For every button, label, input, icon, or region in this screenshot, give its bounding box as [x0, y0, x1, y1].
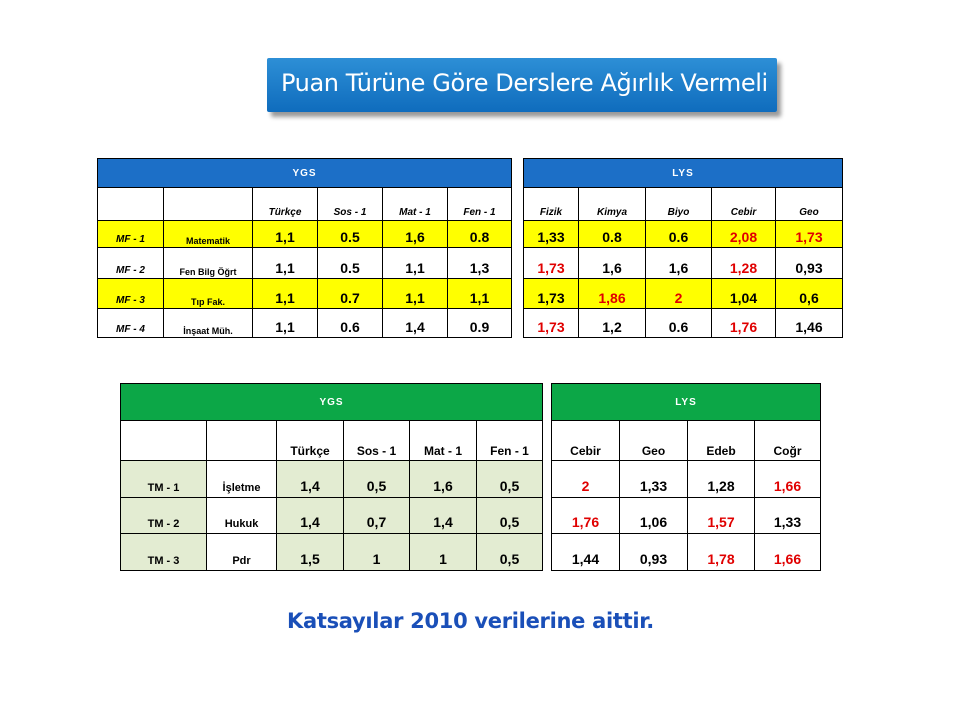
- row-code: MF - 3: [98, 279, 164, 309]
- ygs-value: 0.5: [318, 221, 383, 248]
- title-banner: [267, 58, 777, 112]
- mf-lys-header: LYS: [524, 159, 843, 188]
- lys-value: 1,33: [524, 221, 579, 248]
- column-header: Sos - 1: [344, 421, 410, 461]
- lys-value: 1,76: [712, 309, 776, 338]
- lys-value: 2,08: [712, 221, 776, 248]
- row-code: TM - 3: [121, 534, 207, 571]
- table-gap: [543, 384, 552, 421]
- row-program: Tıp Fak.: [164, 279, 253, 309]
- table-gap: [543, 461, 552, 498]
- ygs-value: 0.7: [318, 279, 383, 309]
- ygs-value: 1,1: [253, 279, 318, 309]
- table-gap: [543, 421, 552, 461]
- table-gap: [512, 309, 524, 338]
- ygs-value: 0.6: [318, 309, 383, 338]
- lys-value: 0,93: [776, 248, 843, 279]
- table-gap: [512, 159, 524, 188]
- ygs-value: 0.8: [448, 221, 512, 248]
- column-header: Biyo: [646, 188, 712, 221]
- ygs-value: 1,1: [448, 279, 512, 309]
- mf-coefficient-table: [97, 158, 843, 338]
- lys-value: 1,57: [688, 498, 755, 534]
- ygs-value: 1,1: [253, 221, 318, 248]
- row-code: MF - 1: [98, 221, 164, 248]
- table-row: [121, 498, 821, 534]
- ygs-value: 1,1: [383, 279, 448, 309]
- ygs-value: 0,7: [344, 498, 410, 534]
- ygs-value: 1,6: [410, 461, 477, 498]
- column-header: Türkçe: [253, 188, 318, 221]
- table-gap: [543, 534, 552, 571]
- lys-value: 1,2: [579, 309, 646, 338]
- ygs-value: 1,1: [253, 309, 318, 338]
- empty-cell: [121, 421, 207, 461]
- ygs-value: 0,5: [477, 461, 543, 498]
- column-header: Geo: [620, 421, 688, 461]
- lys-value: 1,06: [620, 498, 688, 534]
- lys-value: 0,93: [620, 534, 688, 571]
- mf-ygs-header: YGS: [98, 159, 512, 188]
- lys-value: 1,76: [552, 498, 620, 534]
- ygs-value: 1: [344, 534, 410, 571]
- column-header: Mat - 1: [383, 188, 448, 221]
- column-header: Fen - 1: [448, 188, 512, 221]
- row-program: Hukuk: [207, 498, 277, 534]
- row-code: TM - 2: [121, 498, 207, 534]
- lys-value: 1,04: [712, 279, 776, 309]
- row-code: TM - 1: [121, 461, 207, 498]
- table-row: [98, 248, 843, 279]
- row-code: MF - 4: [98, 309, 164, 338]
- empty-cell: [164, 188, 253, 221]
- column-header: Kimya: [579, 188, 646, 221]
- lys-value: 0,6: [776, 279, 843, 309]
- lys-value: 1,28: [712, 248, 776, 279]
- tm-ygs-header: YGS: [121, 384, 543, 421]
- ygs-value: 1,4: [410, 498, 477, 534]
- column-header: Edeb: [688, 421, 755, 461]
- ygs-value: 1,4: [277, 461, 344, 498]
- ygs-value: 1,1: [383, 248, 448, 279]
- empty-cell: [98, 188, 164, 221]
- table-row: [98, 279, 843, 309]
- lys-value: 1,66: [755, 534, 821, 571]
- column-header: Sos - 1: [318, 188, 383, 221]
- row-program: Matematik: [164, 221, 253, 248]
- lys-value: 1,33: [755, 498, 821, 534]
- ygs-value: 1,1: [253, 248, 318, 279]
- table-gap: [512, 188, 524, 221]
- table-gap: [512, 248, 524, 279]
- ygs-value: 1: [410, 534, 477, 571]
- table-gap: [512, 279, 524, 309]
- lys-value: 1,73: [524, 248, 579, 279]
- lys-value: 0.6: [646, 221, 712, 248]
- column-header: Türkçe: [277, 421, 344, 461]
- row-program: Fen Bilg Öğrt: [164, 248, 253, 279]
- lys-value: 2: [552, 461, 620, 498]
- ygs-value: 0,5: [477, 498, 543, 534]
- ygs-value: 0.5: [318, 248, 383, 279]
- table-row: [121, 534, 821, 571]
- column-header: Fizik: [524, 188, 579, 221]
- lys-value: 1,73: [524, 309, 579, 338]
- footnote: Katsayılar 2010 verilerine aittir.: [287, 609, 654, 633]
- table-gap: [543, 498, 552, 534]
- ygs-value: 1,4: [383, 309, 448, 338]
- lys-value: 1,33: [620, 461, 688, 498]
- lys-value: 0.6: [646, 309, 712, 338]
- lys-value: 1,6: [646, 248, 712, 279]
- column-header: Coğr: [755, 421, 821, 461]
- ygs-value: 1,3: [448, 248, 512, 279]
- table-gap: [512, 221, 524, 248]
- ygs-value: 1,4: [277, 498, 344, 534]
- lys-value: 1,44: [552, 534, 620, 571]
- row-code: MF - 2: [98, 248, 164, 279]
- column-header: Mat - 1: [410, 421, 477, 461]
- row-program: Pdr: [207, 534, 277, 571]
- ygs-value: 0.9: [448, 309, 512, 338]
- lys-value: 1,6: [579, 248, 646, 279]
- row-program: İşletme: [207, 461, 277, 498]
- row-program: İnşaat Müh.: [164, 309, 253, 338]
- tm-lys-header: LYS: [552, 384, 821, 421]
- ygs-value: 0,5: [344, 461, 410, 498]
- ygs-value: 0,5: [477, 534, 543, 571]
- ygs-value: 1,6: [383, 221, 448, 248]
- lys-value: 2: [646, 279, 712, 309]
- table-row: [98, 221, 843, 248]
- ygs-value: 1,5: [277, 534, 344, 571]
- lys-value: 1,73: [524, 279, 579, 309]
- lys-value: 0.8: [579, 221, 646, 248]
- lys-value: 1,46: [776, 309, 843, 338]
- lys-value: 1,28: [688, 461, 755, 498]
- column-header: Cebir: [712, 188, 776, 221]
- column-header: Cebir: [552, 421, 620, 461]
- tm-coefficient-table: [120, 383, 821, 571]
- column-header: Fen - 1: [477, 421, 543, 461]
- table-row: [98, 309, 843, 338]
- column-header: Geo: [776, 188, 843, 221]
- lys-value: 1,86: [579, 279, 646, 309]
- lys-value: 1,73: [776, 221, 843, 248]
- page-title: Puan Türüne Göre Derslere Ağırlık Vermeli: [281, 69, 768, 97]
- lys-value: 1,66: [755, 461, 821, 498]
- empty-cell: [207, 421, 277, 461]
- table-row: [121, 461, 821, 498]
- lys-value: 1,78: [688, 534, 755, 571]
